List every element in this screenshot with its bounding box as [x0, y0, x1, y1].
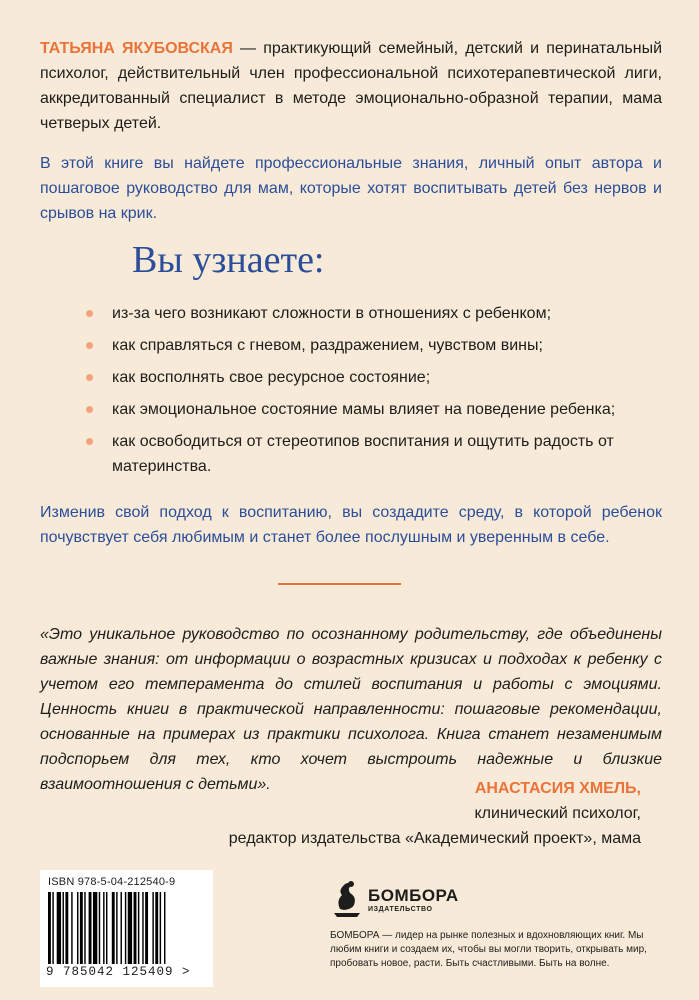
list-item	[112, 301, 632, 326]
closing-paragraph: Изменив свой подход к воспитанию, вы создадите среду, в которой ребенок почувствует себя любимым и станет более послушным и уверенным в себе.	[40, 504, 662, 546]
bullet-dot-icon	[86, 374, 93, 381]
list-item	[112, 333, 632, 358]
author-name: ТАТЬЯНА ЯКУБОВСКАЯ	[40, 40, 233, 57]
bullet-dot-icon	[86, 342, 93, 349]
list-item-text: как эмоциональное состояние мамы влияет на поведение ребенка;	[112, 401, 616, 418]
review-quote: «Это уникальное руководство по осознанному родительству, где объединены важные знания: от информации о возрастных кризисах и подходах к ребенку с учетом его темперамента до стилей воспитания и работы с эмоциями. Ценность книги в практической направленности: пошаговые рекомендации, основанные на примерах из практики психолога. Книга станет незаменимым подспорьем для тех, кто хочет выстроить надежные и близкие взаимоотношения с детьми».	[40, 626, 662, 793]
divider	[278, 583, 401, 585]
barcode-bars-icon	[48, 892, 203, 964]
bullet-dot-icon	[86, 438, 93, 445]
barcode-number: 9 785042 125409 >	[46, 965, 191, 979]
publisher-blurb: БОМБОРА — лидер на рынке полезных и вдохновляющих книг. Мы любим книги и создаем их, чтобы вы могли творить, открывать мир, пробовать новое, расти. Быть счастливыми. Быть на волне.	[330, 930, 647, 969]
list-item-text: как восполнять свое ресурсное состояние;	[112, 369, 431, 386]
list-item	[112, 429, 632, 479]
list-item-text: как справляться с гневом, раздражением, чувством вины;	[112, 337, 543, 354]
barcode	[40, 870, 213, 987]
reviewer-organization: редактор издательства «Академический проект», мама	[228, 830, 641, 847]
learn-heading: Вы узнаете:	[132, 239, 325, 281]
learn-list	[112, 301, 632, 486]
author-intro	[40, 36, 662, 136]
list-item	[112, 365, 632, 390]
book-description: В этой книге вы найдете профессиональные знания, личный опыт автора и пошаговое руководство для мам, которые хотят воспитывать детей без нервов и срывов на крик.	[40, 155, 662, 222]
author-bio: — практикующий семейный, детский и перинатальный психолог, действительный член профессиональной психотерапевтической лиги, аккредитованный специалист в методе эмоционально-образной терапии, мама четверых детей.	[40, 40, 663, 132]
reviewer-name: АНАСТАСИЯ ХМЕЛЬ,	[474, 780, 641, 797]
isbn-label: ISBN 978-5-04-212540-9	[48, 876, 176, 888]
bullet-dot-icon	[86, 310, 93, 317]
bombora-logo-icon	[330, 879, 364, 919]
publisher-logo-text: БОМБОРА	[368, 886, 459, 905]
bullet-dot-icon	[86, 406, 93, 413]
list-item-text: из-за чего возникают сложности в отношениях с ребенком;	[112, 305, 552, 322]
reviewer-role: клинический психолог,	[474, 805, 641, 822]
publisher-logo-subtitle: ИЗДАТЕЛЬСТВО	[368, 906, 433, 913]
list-item-text: как освободиться от стереотипов воспитания и ощутить радость от материнства.	[112, 433, 614, 475]
list-item	[112, 397, 632, 422]
